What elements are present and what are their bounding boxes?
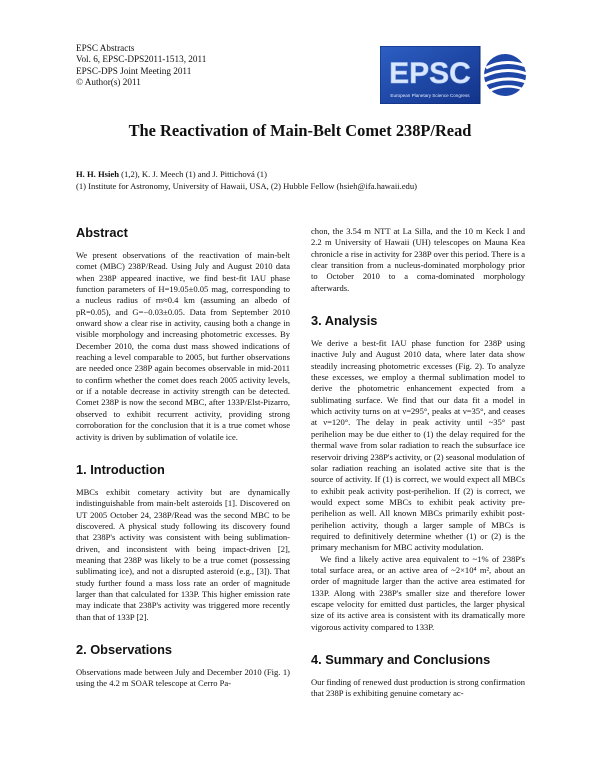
author-names [76, 169, 417, 181]
logo-text: EPSC [389, 57, 471, 90]
affiliations: (1) Institute for Astronomy, University of Hawaii, USA, (2) Hubble Fellow (hsieh@ifa.hawaii.edu) [76, 180, 418, 191]
left-column [76, 226, 290, 690]
first-author-affiliation: (1,2), [118, 169, 142, 179]
co-authors: K. J. Meech (1) and J. Pittichová (1) [141, 169, 267, 179]
paper-title: The Reactivation of Main-Belt Comet 238P/Read [128, 121, 472, 140]
journal-name: EPSC Abstracts [76, 43, 135, 53]
summary-text: Our finding of renewed dust production is strong confirmation that 238P is exhibiting genuine cometary ac- [311, 677, 525, 699]
observations-text-continued: chon, the 3.54 m NTT at La Silla, and the 10 m Keck I and 2.2 m University of Hawaii (UH) telescopes on Mauna Kea chronicle a rise in activity for 238P over this period. There is a clear transition from a nucleus-dominated morphology prior to October 2010 to a coma-dominated morphology afterwards. [311, 226, 525, 293]
logo-subtext: European Planetary Science Congress [390, 93, 470, 98]
summary-heading: 4. Summary and Conclusions [311, 652, 491, 667]
author-block [76, 169, 417, 192]
abstract-text: We present observations of the reactivation of main-belt comet (MBC) 238P/Read. Using July and August 2010 data when 238P appeared inactive, we find best-fit IAU phase function parameters of H=19.05±0.05 mag, corresponding to a nucleus radius of rn≈0.4 km (assuming an albedo of pR=0.05), and G=−0.03±0.05. Data from September 2010 onward show a clear rise in activity, causing both a change in visible morphology and increasing photometric excesses. By December 2010, the coma dust mass showed indications of reaching a level comparable to 2005, but further observations are needed once 238P again becomes observable in mid-2011 to confirm whether the comet does reach 2005 activity levels, or if a notable decrease in activity strength can be detected. Comet 238P is now the second MBC, after 133P/Elst-Pizarro, observed to exhibit recurrent activity, providing strong corroboration for the conclusion that it is a true comet whose activity is driven by sublimation of volatile ice. [76, 250, 290, 442]
analysis-text: We derive a best-fit IAU phase function for 238P using inactive July and August 2010 data, where later data show steadily increasing photometric excesses (Fig. 2). To analyze these excesses, we employ a thermal sublimation model to derive the photometric enhancement expected from a sublimating surface. We find that our data fit a model in which activity turns on at ν=295°, peaks at ν=35°, and ceases at ν=120°. The delay in peak activity until ~35° past perihelion may be due either to (1) the delay required for the thermal wave from solar radiation to reach the subsurface ice reservoir driving 238P's activity, or (2) seasonal modulation of solar radiation reaching an isolated active site that is the source of activity. If (1) is correct, we would expect all MBCs to exhibit peak activity post-perihelion. If (2) is correct, we would expect some MBCs to exhibit peak activity pre-perihelion as well. All known MBCs primarily exhibit post-perihelion activity, though a larger sample of MBCs is required to definitively determine whether (1) or (2) is the primary mechanism for MBC activity modulation. [311, 338, 525, 553]
planet-swirl-icon [484, 54, 527, 96]
right-column [311, 226, 525, 700]
first-author: H. H. Hsieh [76, 169, 119, 179]
copyright: © Author(s) 2011 [76, 76, 141, 87]
observations-text-start: Observations made between July and December 2010 (Fig. 1) using the 4.2 m SOAR telescope at Cerro Pa- [76, 666, 290, 689]
epsc-logo [380, 46, 528, 104]
analysis-heading: 3. Analysis [311, 313, 378, 329]
introduction-text: MBCs exhibit cometary activity but are dynamically indistinguishable from main-belt asteroids [1]. Discovered on UT 2005 October 24, 238P/Read was the second MBC to be discovered. A physical study following its discovery found that 238P's activity was consistent with being sublimation-driven, and inconsistent with being impact-driven [2], meaning that 238P was likely to be a true comet (possessing sublimating ice), and not a disrupted asteroid (e.g., [3]). That study further found a mass loss rate an order of magnitude larger than that calculated for 133P. This higher emission rate may indicate that 238P's activity was triggered more recently than that of 133P [2]. [76, 486, 290, 622]
observations-heading: 2. Observations [76, 641, 173, 657]
meeting-name: EPSC-DPS Joint Meeting 2011 [76, 65, 192, 76]
journal-info [76, 43, 206, 88]
introduction-heading: 1. Introduction [76, 461, 165, 477]
abstract-heading: Abstract [76, 225, 128, 240]
analysis-text-2: We find a likely active area equivalent to ~1% of 238P's total surface area, or an active area of ~2×10⁴ m², about an order of magnitude larger than the active area estimated for 133P. Along with 238P's smaller size and therefore lower escape velocity for emitted dust particles, the larger physical size of its active area is consistent with its dramatically more vigorous activity compared to 133P. [311, 553, 525, 632]
volume-info: Vol. 6, EPSC-DPS2011-1513, 2011 [76, 54, 207, 65]
